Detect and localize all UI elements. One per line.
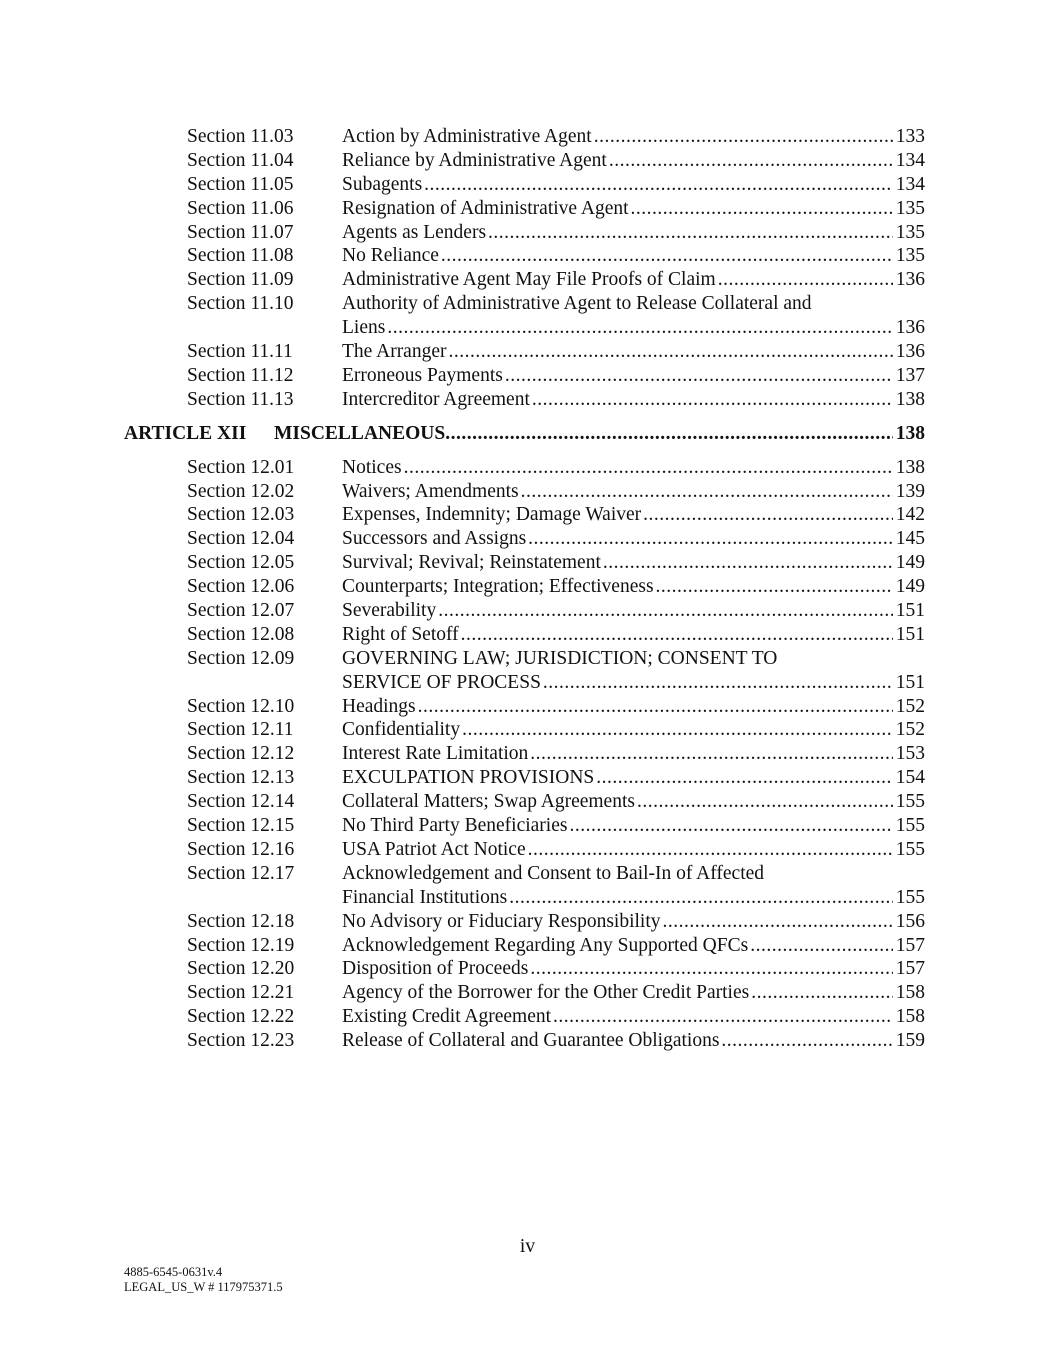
- section-title-continued: Financial Institutions: [342, 886, 508, 908]
- section-title: Severability: [342, 600, 437, 622]
- dot-leader: [488, 221, 893, 245]
- toc-entry[interactable]: [0, 623, 1055, 647]
- section-title-continued: Liens: [342, 317, 386, 339]
- section-number: Section 12.02: [187, 480, 295, 502]
- section-page-number: 139: [895, 480, 925, 502]
- section-page-number: 133: [895, 126, 925, 147]
- section-page-number: 136: [895, 341, 925, 363]
- section-number: Section 12.21: [187, 982, 295, 1004]
- section-title: Acknowledgement and Consent to Bail-In of Affected: [342, 862, 765, 884]
- section-title: Existing Credit Agreement: [342, 1006, 552, 1028]
- toc-entry[interactable]: [0, 742, 1055, 766]
- section-title-continued: SERVICE OF PROCESS: [342, 671, 541, 693]
- section-entry: [342, 503, 925, 527]
- section-title: Acknowledgement Regarding Any Supported QFCs: [342, 934, 749, 956]
- section-entry: [342, 125, 925, 149]
- dot-leader: [424, 173, 893, 197]
- table-of-contents: [0, 125, 1055, 1053]
- toc-entry[interactable]: [0, 480, 1055, 504]
- section-page-number: 151: [895, 600, 925, 622]
- section-entry: [342, 790, 925, 814]
- section-title: Disposition of Proceeds: [342, 958, 529, 980]
- toc-entry-continuation[interactable]: [0, 316, 1055, 340]
- section-page-number: 135: [895, 245, 925, 267]
- section-number: Section 12.08: [187, 623, 295, 645]
- dot-leader: [528, 838, 893, 862]
- section-number: Section 11.10: [187, 293, 294, 315]
- section-title: Agency of the Borrower for the Other Credit Parties: [342, 982, 750, 1004]
- section-entry: [342, 575, 925, 599]
- footer-doc-id: 4885-6545-0631v.4: [124, 1265, 223, 1279]
- section-entry: [342, 551, 925, 575]
- section-number: Section 12.14: [187, 791, 295, 813]
- section-entry: [342, 1005, 925, 1029]
- toc-entry[interactable]: [0, 125, 1055, 149]
- dot-leader: [594, 125, 893, 149]
- section-page-number: 136: [895, 317, 925, 339]
- section-title: Administrative Agent May File Proofs of Claim: [342, 269, 716, 291]
- section-page-number: 153: [895, 743, 925, 765]
- section-title: Reliance by Administrative Agent: [342, 149, 607, 171]
- section-entry: [342, 149, 925, 173]
- section-entry: [342, 695, 925, 719]
- dot-leader: [445, 422, 893, 446]
- toc-entry[interactable]: [0, 910, 1055, 934]
- toc-entry[interactable]: [0, 221, 1055, 245]
- document-footer: [124, 1265, 283, 1295]
- toc-entry[interactable]: [0, 934, 1055, 958]
- section-page-number: 152: [895, 719, 925, 741]
- section-title: Notices: [342, 456, 402, 478]
- section-number: Section 12.12: [187, 743, 295, 765]
- section-title: Expenses, Indemnity; Damage Waiver: [342, 504, 642, 526]
- section-title: GOVERNING LAW; JURISDICTION; CONSENT TO: [342, 647, 778, 669]
- dot-leader: [462, 718, 893, 742]
- section-number: Section 12.04: [187, 528, 295, 550]
- toc-entry[interactable]: [0, 197, 1055, 221]
- section-title: Survival; Revival; Reinstatement: [342, 552, 601, 574]
- section-entry: [342, 838, 925, 862]
- section-number: Section 12.20: [187, 958, 295, 980]
- section-entry: [342, 814, 925, 838]
- toc-entry[interactable]: [0, 790, 1055, 814]
- section-title: Collateral Matters; Swap Agreements: [342, 791, 635, 813]
- section-page-number: 136: [895, 269, 925, 291]
- dot-leader: [596, 766, 892, 790]
- section-number: Section 12.23: [187, 1030, 295, 1052]
- section-page-number: 155: [895, 886, 925, 908]
- section-title: Waivers; Amendments: [342, 480, 519, 502]
- section-page-number: 134: [895, 149, 925, 171]
- toc-entry[interactable]: [0, 981, 1055, 1005]
- section-entry: [342, 197, 925, 221]
- section-title: Erroneous Payments: [342, 364, 503, 386]
- section-number: Section 12.05: [187, 552, 295, 574]
- section-number: Section 12.17: [187, 862, 295, 884]
- section-title: No Reliance: [342, 245, 439, 267]
- section-page-number: 149: [895, 552, 925, 574]
- dot-leader: [387, 316, 892, 340]
- toc-entry[interactable]: [0, 503, 1055, 527]
- section-number: Section 12.16: [187, 838, 295, 860]
- section-entry: [342, 388, 925, 412]
- section-title: Authority of Administrative Agent to Release Collateral and: [342, 293, 812, 315]
- section-entry: [342, 456, 925, 480]
- toc-entry-continuation[interactable]: [0, 886, 1055, 910]
- section-entry: [342, 742, 925, 766]
- toc-entry[interactable]: [0, 1029, 1055, 1053]
- section-entry: [342, 766, 925, 790]
- section-entry: [342, 480, 925, 504]
- section-title: Intercreditor Agreement: [342, 388, 530, 410]
- dot-leader: [603, 551, 893, 575]
- section-page-number: 137: [895, 364, 925, 386]
- section-title: Headings: [342, 695, 416, 717]
- section-number: Section 12.06: [187, 576, 295, 598]
- section-number: Section 11.12: [187, 364, 294, 386]
- section-page-number: 159: [895, 1030, 925, 1052]
- article-page-number: 138: [895, 422, 925, 444]
- section-title: USA Patriot Act Notice: [342, 838, 526, 860]
- section-title: Counterparts; Integration; Effectiveness: [342, 576, 654, 598]
- toc-entry[interactable]: [0, 814, 1055, 838]
- section-entry: [342, 316, 925, 340]
- article-title: MISCELLANEOUS: [274, 422, 446, 444]
- dot-leader: [532, 388, 893, 412]
- section-number: Section 11.03: [187, 126, 294, 147]
- section-title: EXCULPATION PROVISIONS: [342, 767, 595, 789]
- dot-leader: [543, 671, 893, 695]
- footer-legal-id: LEGAL_US_W # 117975371.5: [124, 1280, 283, 1294]
- section-list-article-11: [0, 125, 1055, 412]
- dot-leader: [750, 934, 893, 958]
- section-page-number: 158: [895, 1006, 925, 1028]
- toc-entry[interactable]: [0, 527, 1055, 551]
- section-title: Release of Collateral and Guarantee Obligations: [342, 1030, 720, 1052]
- section-page-number: 142: [895, 504, 925, 526]
- toc-entry[interactable]: [0, 718, 1055, 742]
- section-page-number: 145: [895, 528, 925, 550]
- section-entry: [342, 957, 925, 981]
- dot-leader: [418, 695, 893, 719]
- dot-leader: [438, 599, 893, 623]
- dot-leader: [404, 456, 893, 480]
- section-title: The Arranger: [342, 341, 447, 363]
- section-number: Section 11.08: [187, 245, 294, 267]
- section-title: Interest Rate Limitation: [342, 743, 529, 765]
- section-entry: [342, 268, 925, 292]
- dot-leader: [553, 1005, 893, 1029]
- toc-entry[interactable]: [0, 695, 1055, 719]
- section-number: Section 11.06: [187, 197, 294, 219]
- section-number: Section 12.18: [187, 910, 295, 932]
- dot-leader: [530, 742, 892, 766]
- section-title: Subagents: [342, 173, 423, 195]
- section-page-number: 135: [895, 197, 925, 219]
- section-title: Confidentiality: [342, 719, 461, 741]
- toc-entry-continuation[interactable]: [0, 671, 1055, 695]
- section-entry: [342, 340, 925, 364]
- dot-leader: [461, 623, 893, 647]
- toc-entry[interactable]: [0, 244, 1055, 268]
- dot-leader: [505, 364, 893, 388]
- toc-entry[interactable]: [0, 268, 1055, 292]
- section-page-number: 155: [895, 838, 925, 860]
- section-page-number: 157: [895, 934, 925, 956]
- toc-entry[interactable]: [0, 388, 1055, 412]
- toc-entry[interactable]: [0, 599, 1055, 623]
- dot-leader: [569, 814, 892, 838]
- section-entry: [342, 862, 925, 886]
- section-title: Resignation of Administrative Agent: [342, 197, 629, 219]
- dot-leader: [721, 1029, 892, 1053]
- dot-leader: [530, 957, 892, 981]
- section-entry: [342, 292, 925, 316]
- section-entry: [342, 244, 925, 268]
- section-page-number: 134: [895, 173, 925, 195]
- section-page-number: 156: [895, 910, 925, 932]
- dot-leader: [521, 480, 893, 504]
- toc-entry[interactable]: [0, 364, 1055, 388]
- section-entry: [342, 671, 925, 695]
- dot-leader: [643, 503, 893, 527]
- section-entry: [342, 527, 925, 551]
- section-number: Section 12.03: [187, 504, 295, 526]
- toc-entry[interactable]: [0, 957, 1055, 981]
- toc-entry[interactable]: [0, 149, 1055, 173]
- dot-leader: [718, 268, 893, 292]
- dot-leader: [656, 575, 893, 599]
- section-page-number: 155: [895, 791, 925, 813]
- section-entry: [342, 910, 925, 934]
- section-number: Section 11.09: [187, 269, 294, 291]
- section-page-number: 138: [895, 456, 925, 478]
- toc-entry[interactable]: [0, 1005, 1055, 1029]
- section-title: Action by Administrative Agent: [342, 126, 592, 147]
- section-number: Section 12.01: [187, 456, 295, 478]
- section-number: Section 12.09: [187, 647, 295, 669]
- toc-entry[interactable]: [0, 647, 1055, 671]
- section-entry: [342, 173, 925, 197]
- article-heading-xii[interactable]: [0, 422, 1055, 446]
- toc-entry[interactable]: [0, 862, 1055, 886]
- section-list-article-12: [0, 456, 1055, 1053]
- section-page-number: 135: [895, 221, 925, 243]
- section-entry: [342, 886, 925, 910]
- article-entry: [274, 422, 925, 446]
- section-page-number: 151: [895, 623, 925, 645]
- toc-entry[interactable]: [0, 173, 1055, 197]
- section-entry: [342, 599, 925, 623]
- section-page-number: 138: [895, 388, 925, 410]
- section-number: Section 12.07: [187, 600, 295, 622]
- section-page-number: 154: [895, 767, 925, 789]
- section-number: Section 11.07: [187, 221, 294, 243]
- section-entry: [342, 623, 925, 647]
- dot-leader: [509, 886, 893, 910]
- section-number: Section 12.13: [187, 767, 295, 789]
- toc-entry[interactable]: [0, 575, 1055, 599]
- section-title: No Third Party Beneficiaries: [342, 815, 568, 837]
- section-page-number: 151: [895, 671, 925, 693]
- section-number: Section 11.13: [187, 388, 294, 410]
- toc-entry[interactable]: [0, 292, 1055, 316]
- section-entry: [342, 718, 925, 742]
- dot-leader: [609, 149, 893, 173]
- section-number: Section 11.04: [187, 149, 294, 171]
- section-number: Section 12.10: [187, 695, 295, 717]
- toc-entry[interactable]: [0, 838, 1055, 862]
- section-number: Section 11.05: [187, 173, 294, 195]
- toc-entry[interactable]: [0, 340, 1055, 364]
- toc-entry[interactable]: [0, 766, 1055, 790]
- section-title: Right of Setoff: [342, 623, 459, 645]
- section-entry: [342, 221, 925, 245]
- section-entry: [342, 1029, 925, 1053]
- section-page-number: 158: [895, 982, 925, 1004]
- article-number: ARTICLE XII: [124, 422, 247, 444]
- section-page-number: 149: [895, 576, 925, 598]
- dot-leader: [663, 910, 893, 934]
- dot-leader: [631, 197, 893, 221]
- dot-leader: [637, 790, 893, 814]
- page-number: iv: [519, 1236, 536, 1257]
- toc-entry[interactable]: [0, 551, 1055, 575]
- section-title: Agents as Lenders: [342, 221, 487, 243]
- section-title: Successors and Assigns: [342, 528, 527, 550]
- section-number: Section 12.19: [187, 934, 295, 956]
- section-entry: [342, 934, 925, 958]
- section-entry: [342, 647, 925, 671]
- section-number: Section 12.11: [187, 719, 294, 741]
- section-page-number: 157: [895, 958, 925, 980]
- dot-leader: [441, 244, 893, 268]
- section-number: Section 12.22: [187, 1006, 295, 1028]
- section-entry: [342, 981, 925, 1005]
- toc-entry[interactable]: [0, 456, 1055, 480]
- dot-leader: [449, 340, 893, 364]
- dot-leader: [751, 981, 893, 1005]
- section-page-number: 152: [895, 695, 925, 717]
- section-page-number: 155: [895, 815, 925, 837]
- section-number: Section 11.11: [187, 341, 293, 363]
- dot-leader: [528, 527, 893, 551]
- section-title: No Advisory or Fiduciary Responsibility: [342, 910, 661, 932]
- section-number: Section 12.15: [187, 815, 295, 837]
- section-entry: [342, 364, 925, 388]
